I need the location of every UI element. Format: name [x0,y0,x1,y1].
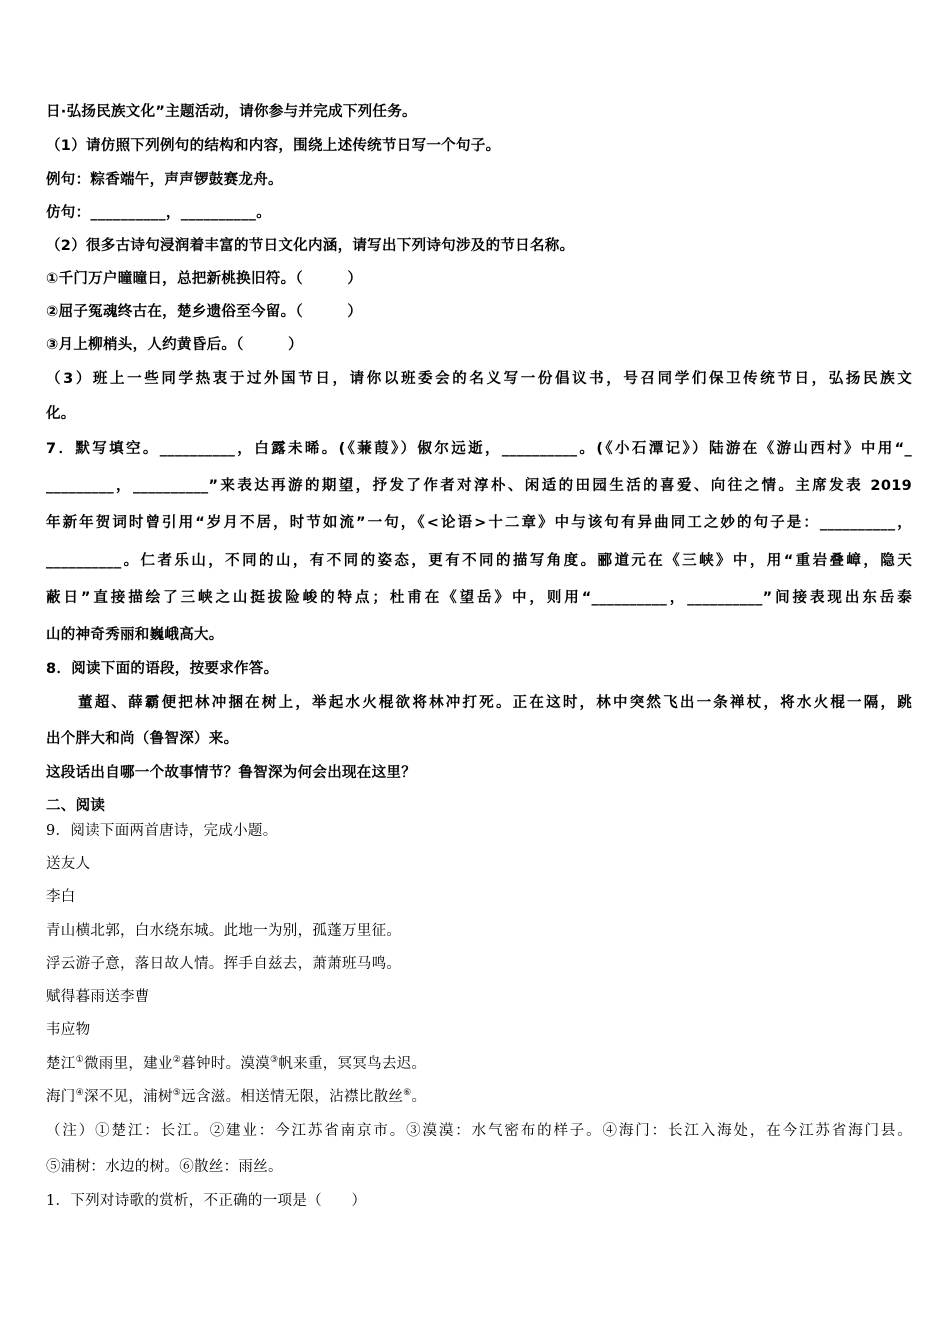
poem1-title: 送友人 [46,856,91,872]
footnote-mark-1: ① [75,1055,84,1066]
poem2-author: 韦应物 [46,1022,91,1038]
q6-part3-line1: （3）班上一些同学热衷于过外国节日，请你以班委会的名义写一份倡议书，号召同学们保卫传统节日，弘扬民族文 [46,371,912,387]
q7-line6: 山的神奇秀丽和巍峨高大。 [46,627,224,643]
q6-item3: ③月上柳梢头，人约黄昏后。（ ） [46,337,303,353]
q9-prompt: 9．阅读下面两首唐诗，完成小题。 [46,823,278,839]
section-heading-reading: 二、阅读 [46,798,106,814]
q6-part1: （1）请仿照下列例句的结构和内容，围绕上述传统节日写一个句子。 [46,138,501,154]
footnote-mark-2: ② [172,1055,182,1066]
q6-item1: ①千门万户曈曈日，总把新桃换旧符。（ ） [46,271,363,287]
q7-line3: 年新年贺词时曾引用“岁月不居，时节如流”一句，《<论语>十二章》中与该句有异曲同工之妙的句子是：__________， [46,515,912,531]
q6-item2: ②屈子冤魂终古在，楚乡遗俗至今留。（ ） [46,304,363,320]
q9-notes-line1: （注）①楚江：长江。②建业：今江苏省南京市。③漠漠：水气密布的样子。④海门：长江入海处，在今江苏省海门县。 [46,1123,912,1139]
q6-example: 例句：粽香端午，声声锣鼓赛龙舟。 [46,172,283,188]
q6-imitate: 仿句：__________，__________。 [46,205,271,221]
q8-passage-line2: 出个胖大和尚（鲁智深）来。 [46,730,239,747]
poem2-line2: 海门④深不见，浦树⑤远含滋。相送情无限，沾襟比散丝⑥。 [46,1088,427,1105]
poem1-author: 李白 [46,889,76,905]
q9-notes-line2: ⑤浦树：水边的树。⑥散丝：雨丝。 [46,1159,283,1175]
q8-question: 这段话出自哪一个故事情节？鲁智深为何会出现在这里？ [46,765,416,781]
q9-subquestion-1: 1．下列对诗歌的赏析，不正确的一项是（ ） [46,1193,367,1209]
poem2-title: 赋得暮雨送李曹 [46,989,150,1005]
q7-line2: _________，__________”来表达再游的期望，抒发了作者对淳朴、闲适的田园生活的喜爱、向往之情。主席发表 2019 [46,478,912,494]
poem1-line2: 浮云游子意，落日故人情。挥手自兹去，萧萧班马鸣。 [46,956,402,972]
poem1-line1: 青山横北郭，白水绕东城。此地一为别，孤蓬万里征。 [46,923,402,939]
poem2-line1: 楚江①微雨里，建业②暮钟时。漠漠③帆来重，冥冥鸟去迟。 [46,1055,427,1072]
q8-passage-line1: 董超、薛霸便把林冲捆在树上，举起水火棍欲将林冲打死。正在这时，林中突然飞出一条禅杖，将水火棍一隔，跳 [78,694,912,711]
q8-prompt: 8．阅读下面的语段，按要求作答。 [46,661,279,677]
footnote-mark-3: ③ [269,1055,279,1066]
footnote-mark-6: ⑥ [403,1088,412,1099]
q6-part3-line2: 化。 [46,406,76,422]
q7-line4: __________。仁者乐山，不同的山，有不同的姿态，更有不同的描写角度。郦道元在《三峡》中，用“重岩叠嶂，隐天 [46,553,912,569]
footnote-mark-5: ⑤ [172,1088,182,1099]
q6-intro-tail: 日·弘扬民族文化”主题活动，请你参与并完成下列任务。 [46,104,417,120]
q7-line5: 蔽日”直接描绘了三峡之山挺拔险峻的特点；杜甫在《望岳》中，则用“__________，__________”间接表现出东岳泰 [46,590,912,606]
q7-line1: 7．默写填空。__________，白露未晞。(《蒹葭》）俶尔远逝，__________。(《小石潭记》）陆游在《游山西村》中用“_ [46,441,912,457]
q6-part2: （2）很多古诗句浸润着丰富的节日文化内涵，请写出下列诗句涉及的节日名称。 [46,238,575,254]
footnote-mark-4: ④ [75,1088,84,1099]
